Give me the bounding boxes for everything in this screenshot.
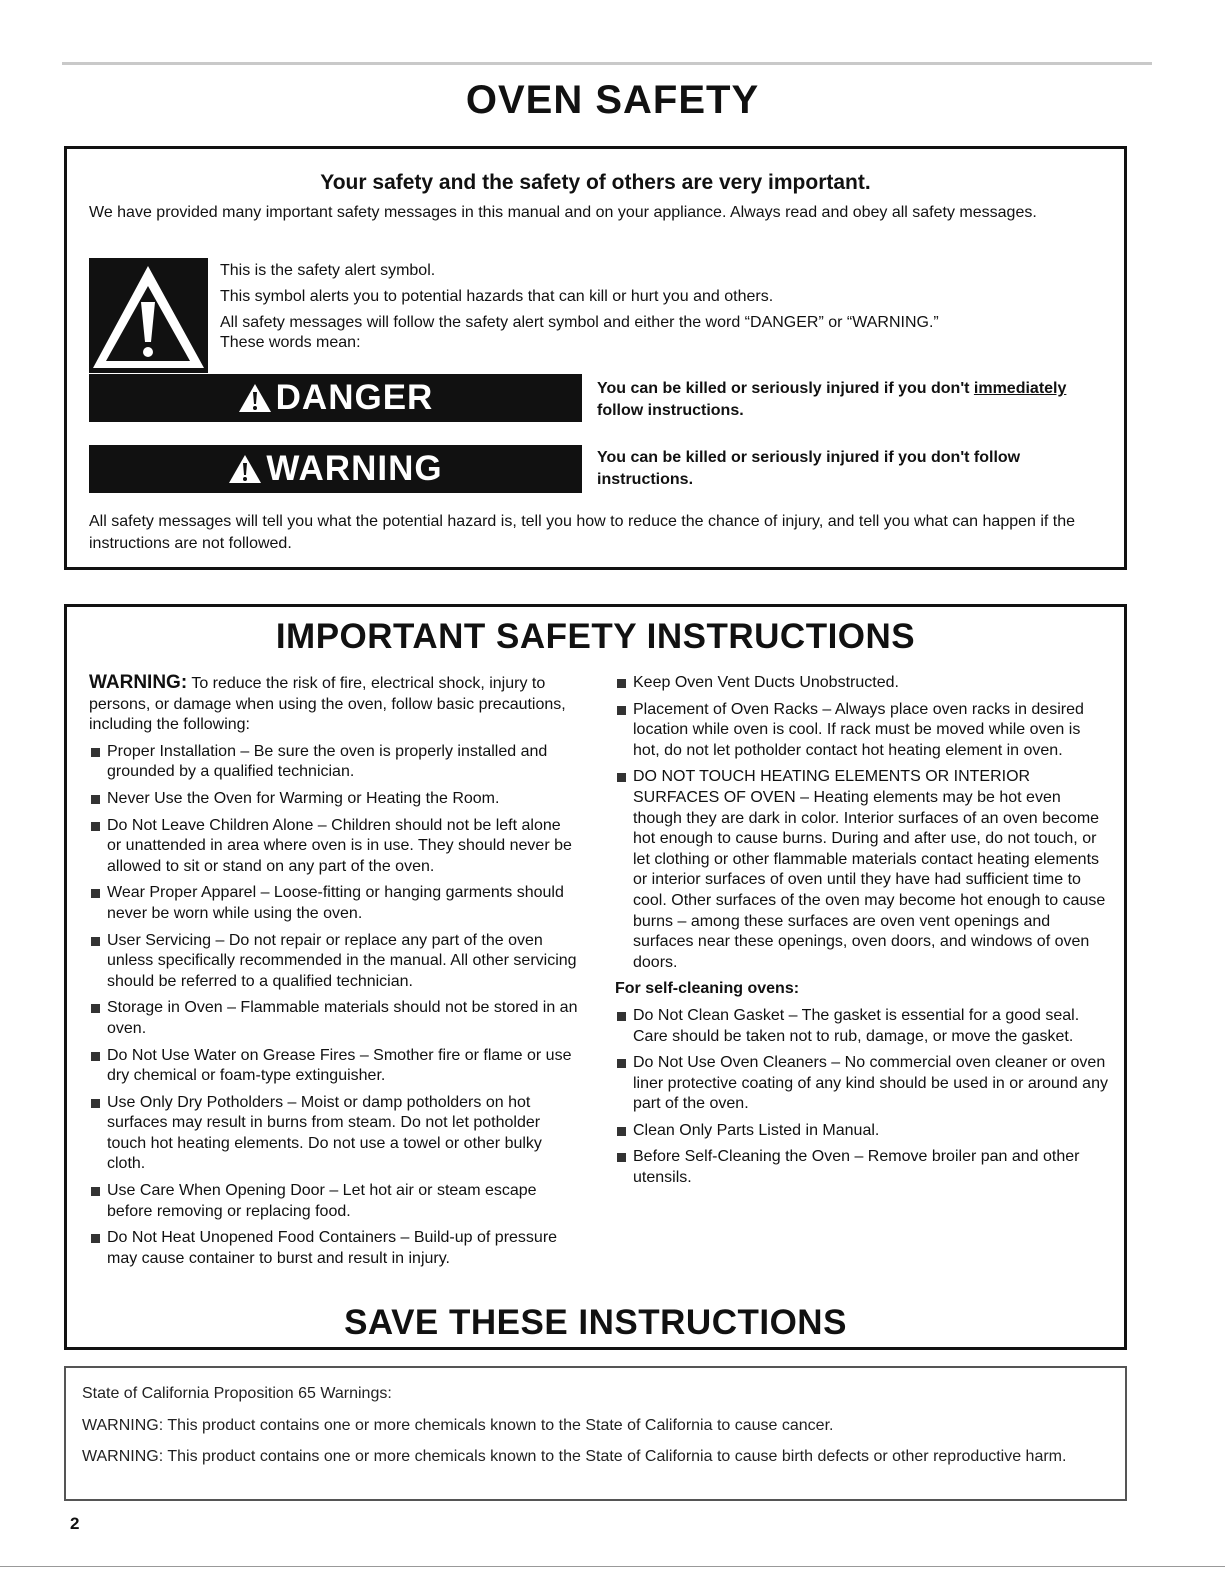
alert-line: This symbol alerts you to potential hazards that can kill or hurt you and others.: [220, 288, 774, 305]
warning-intro: [89, 673, 579, 736]
page-title: OVEN SAFETY: [465, 78, 760, 122]
list-item: DO NOT TOUCH HEATING ELEMENTS OR INTERIOR SURFACES OF OVEN – Heating elements may be hot even though they are dark in color. Interior surfaces of an oven become hot enough to cause burns. During and after use, do not touch, or let clothing or other flammable materials contact heating elements or interior surfaces of oven until they have had sufficient time to cool. Other surfaces of the oven may become hot enough to cause burns – among these surfaces are oven vent openings and surfaces near these openings, oven doors, and windows of oven doors.: [615, 767, 1110, 973]
list-item: Do Not Leave Children Alone – Children should not be left alone or unattended in area where oven is in use. They should never be allowed to sit or stand on any part of the oven.: [89, 816, 579, 878]
bottom-divider: [0, 1566, 1225, 1567]
list-item: Use Care When Opening Door – Let hot air or steam escape before removing or replacing food.: [89, 1181, 579, 1222]
warning-signal-banner: [89, 445, 582, 493]
list-item: Before Self-Cleaning the Oven – Remove broiler pan and other utensils.: [615, 1147, 1110, 1188]
left-instruction-list: [89, 742, 579, 1270]
list-item: Do Not Clean Gasket – The gasket is essential for a good seal. Care should be taken not to rub, damage, or move the gasket.: [615, 1006, 1110, 1047]
safety-message-box: [64, 146, 1127, 570]
list-item: Storage in Oven – Flammable materials should not be stored in an oven.: [89, 998, 579, 1039]
list-item: Proper Installation – Be sure the oven is properly installed and grounded by a qualified technician.: [89, 742, 579, 783]
instructions-right-column: [615, 673, 1110, 1195]
instructions-heading: IMPORTANT SAFETY INSTRUCTIONS: [275, 617, 916, 656]
list-item: User Servicing – Do not repair or replace any part of the oven unless specifically recommended in the manual. All other servicing should be referred to a qualified technician.: [89, 931, 579, 993]
warning-word: WARNING:: [89, 672, 188, 693]
warning-triangle-icon: [238, 383, 272, 413]
alert-line: All safety messages will follow the safety alert symbol and either the word “DANGER” or “WARNING.”: [220, 314, 939, 331]
warning-intro-text: To reduce the risk of fire, electrical shock, injury to persons, or damage when using the oven, follow basic precautions, including the following:: [89, 675, 566, 734]
warning-label: WARNING: [266, 449, 443, 488]
danger-description: [597, 378, 1112, 422]
top-divider: [62, 62, 1152, 65]
instructions-left-column: [89, 673, 579, 1275]
right-instruction-list: [615, 673, 1110, 973]
list-item: Clean Only Parts Listed in Manual.: [615, 1121, 1110, 1142]
page-number: 2: [70, 1514, 80, 1533]
warning-description: You can be killed or seriously injured if you don't follow instructions.: [597, 449, 1021, 488]
safety-intro: We have provided many important safety messages in this manual and on your appliance. Always read and obey all safety messages.: [89, 204, 1037, 221]
danger-text: You can be killed or seriously injured if you don't: [597, 380, 974, 397]
list-item: Keep Oven Vent Ducts Unobstructed.: [615, 673, 1110, 694]
list-item: Do Not Heat Unopened Food Containers – Build-up of pressure may cause container to burst and result in injury.: [89, 1228, 579, 1269]
list-item: Use Only Dry Potholders – Moist or damp potholders on hot surfaces may result in burns from steam. Do not let potholder touch hot heating elements. Do not use a towel or other bulky cloth.: [89, 1093, 579, 1175]
list-item: Do Not Use Water on Grease Fires – Smother fire or flame or use dry chemical or foam-type extinguisher.: [89, 1046, 579, 1087]
danger-signal-banner: [89, 374, 582, 422]
danger-label: DANGER: [275, 378, 434, 417]
list-item: Do Not Use Oven Cleaners – No commercial oven cleaner or oven liner protective coating of any kind should be used in or around any part of the oven.: [615, 1053, 1110, 1115]
safety-subtitle: Your safety and the safety of others are very important.: [320, 171, 871, 194]
prop65-box: [64, 1366, 1127, 1501]
danger-text: follow instructions.: [597, 402, 744, 419]
warning-triangle-icon: [228, 454, 262, 484]
list-item: Wear Proper Apparel – Loose-fitting or hanging garments should never be worn while using the oven.: [89, 883, 579, 924]
alert-line: This is the safety alert symbol.: [220, 262, 436, 279]
save-instructions-heading: SAVE THESE INSTRUCTIONS: [344, 1303, 847, 1342]
safety-outro: All safety messages will tell you what the potential hazard is, tell you how to reduce the chance of injury, and tell you what can happen if the instructions are not followed.: [89, 513, 1076, 552]
prop65-title: State of California Proposition 65 Warnings:: [82, 1385, 392, 1402]
self-cleaning-list: [615, 1006, 1110, 1189]
prop65-warning-cancer: WARNING: This product contains one or more chemicals known to the State of California to cause cancer.: [82, 1417, 834, 1434]
prop65-warning-reproductive: WARNING: This product contains one or more chemicals known to the State of California to cause birth defects or other reproductive harm.: [82, 1448, 1067, 1465]
alert-description: [220, 261, 1084, 359]
danger-text-emphasis: immediately: [973, 380, 1067, 397]
self-cleaning-heading: For self-cleaning ovens:: [615, 980, 800, 998]
important-safety-instructions-box: [64, 604, 1127, 1350]
list-item: Placement of Oven Racks – Always place oven racks in desired location while oven is cool. If rack must be moved while oven is hot, do not let potholder contact hot heating element in oven.: [615, 700, 1110, 762]
alert-line: These words mean:: [220, 334, 361, 351]
list-item: Never Use the Oven for Warming or Heating the Room.: [89, 789, 579, 810]
safety-alert-icon: [89, 258, 208, 373]
